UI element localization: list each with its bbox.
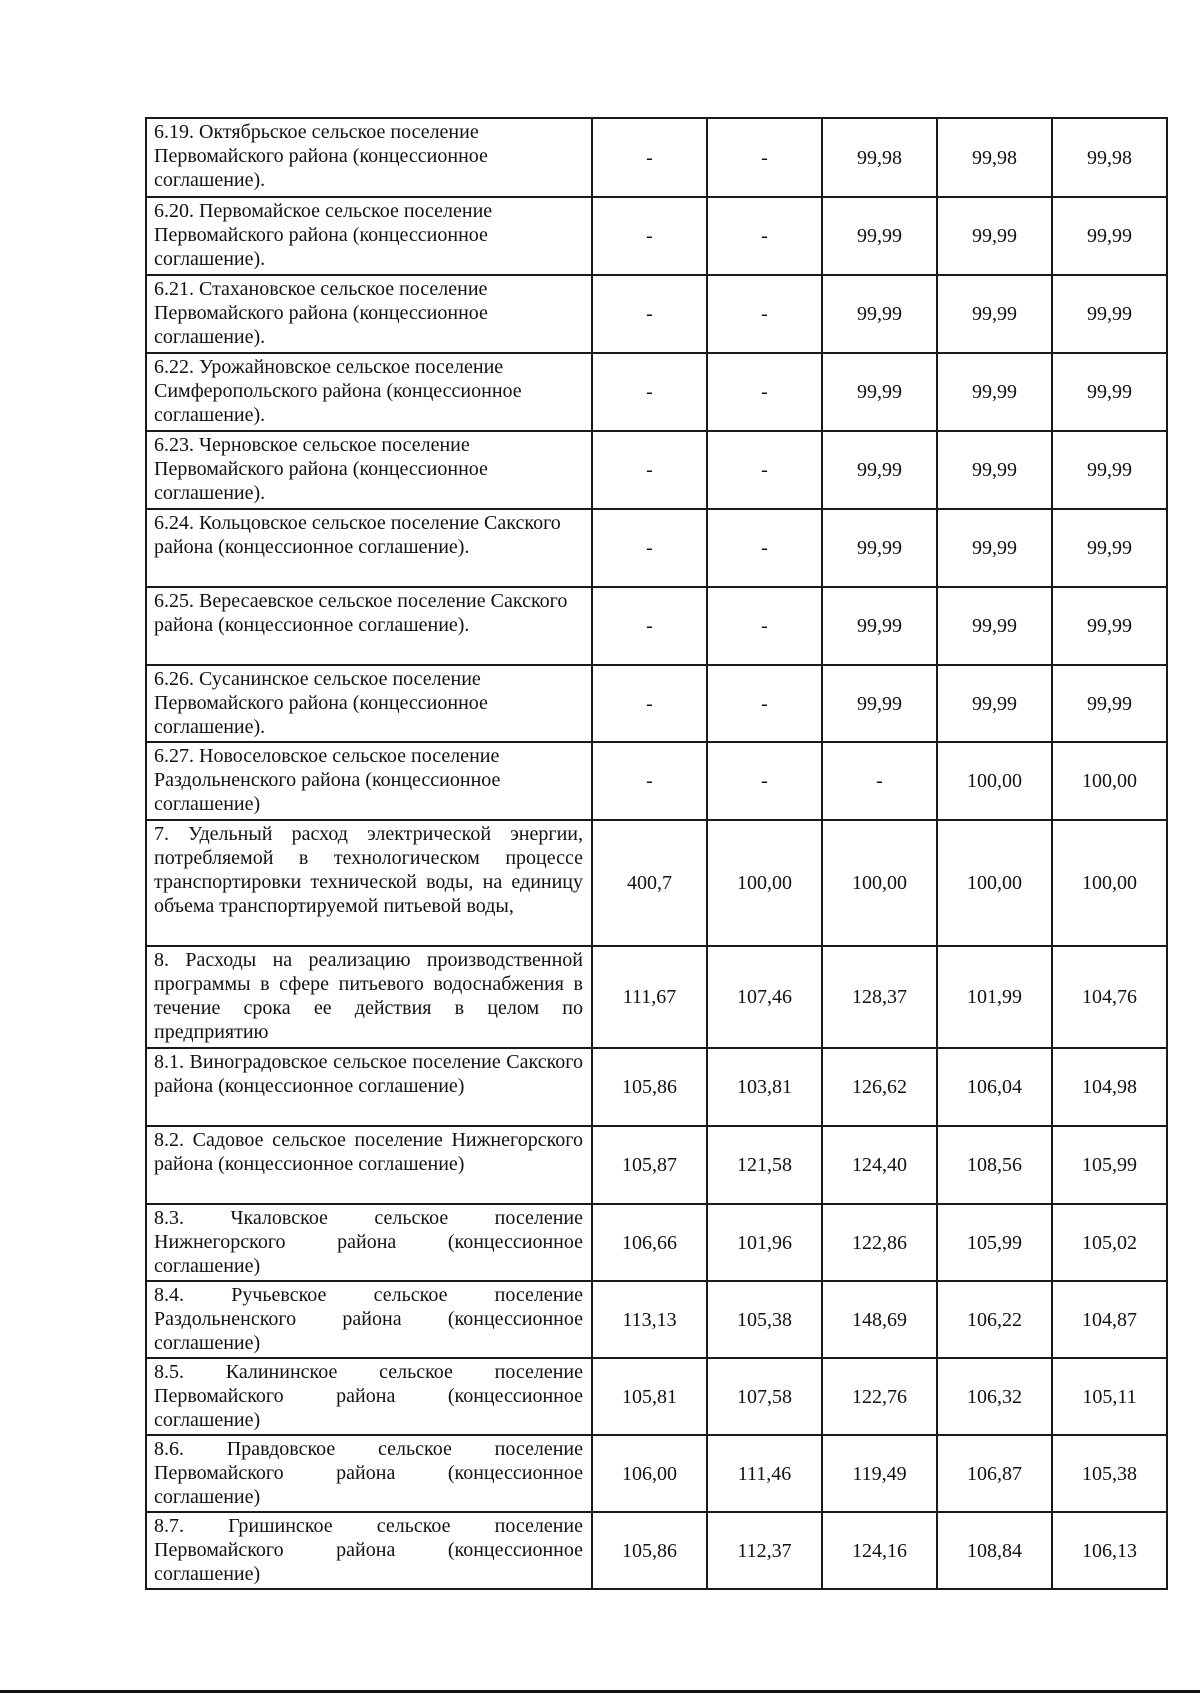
value-cell: 105,02 xyxy=(1052,1204,1167,1281)
value-cell: - xyxy=(707,587,822,665)
value-cell: 105,99 xyxy=(1052,1126,1167,1204)
value-cell: - xyxy=(822,742,937,820)
row-label: 6.25. Вересаевское сельское поселение Сакского района (концессионное соглашение). xyxy=(146,587,592,665)
value-cell: - xyxy=(707,742,822,820)
value-cell: 99,99 xyxy=(822,197,937,275)
table-row xyxy=(146,1512,1167,1589)
value-cell: 99,99 xyxy=(937,197,1052,275)
table-row xyxy=(146,1204,1167,1281)
table-row xyxy=(146,197,1167,275)
table-row xyxy=(146,1358,1167,1435)
table-row xyxy=(146,946,1167,1048)
value-cell: - xyxy=(592,431,707,509)
value-cell: - xyxy=(592,665,707,742)
table-row xyxy=(146,431,1167,509)
row-label: 8.2. Садовое сельское поселение Нижнегорского района (концессионное соглашение) xyxy=(146,1126,592,1204)
indicators-table xyxy=(145,117,1168,1590)
table-row xyxy=(146,1435,1167,1512)
row-label: 8.7. Гришинское сельское поселение Первомайского района (концессионное соглашение) xyxy=(146,1512,592,1589)
value-cell: 106,87 xyxy=(937,1435,1052,1512)
row-label: 6.26. Сусанинское сельское поселение Первомайского района (концессионное соглашение). xyxy=(146,665,592,742)
table-row xyxy=(146,275,1167,353)
row-label: 7. Удельный расход электрической энергии, потребляемой в технологическом процессе транспортировки технической воды, на единицу объема транспортируемой питьевой воды, xyxy=(146,820,592,946)
table-row xyxy=(146,742,1167,820)
value-cell: 128,37 xyxy=(822,946,937,1048)
value-cell: 124,40 xyxy=(822,1126,937,1204)
value-cell: 106,32 xyxy=(937,1358,1052,1435)
value-cell: 124,16 xyxy=(822,1512,937,1589)
table-row xyxy=(146,1048,1167,1126)
value-cell: 99,99 xyxy=(1052,587,1167,665)
value-cell: - xyxy=(592,353,707,431)
value-cell: 105,38 xyxy=(1052,1435,1167,1512)
row-label: 6.21. Стахановское сельское поселение Первомайского района (концессионное соглашение). xyxy=(146,275,592,353)
value-cell: 99,98 xyxy=(937,118,1052,197)
row-label: 8.3. Чкаловское сельское поселение Нижнегорского района (концессионное соглашение) xyxy=(146,1204,592,1281)
value-cell: 99,99 xyxy=(937,275,1052,353)
table-row xyxy=(146,353,1167,431)
value-cell: 108,56 xyxy=(937,1126,1052,1204)
value-cell: 108,84 xyxy=(937,1512,1052,1589)
value-cell: 113,13 xyxy=(592,1281,707,1358)
row-label: 6.23. Черновское сельское поселение Первомайского района (концессионное соглашение). xyxy=(146,431,592,509)
value-cell: 122,86 xyxy=(822,1204,937,1281)
row-label: 6.20. Первомайское сельское поселение Первомайского района (концессионное соглашение). xyxy=(146,197,592,275)
value-cell: 105,38 xyxy=(707,1281,822,1358)
value-cell: 104,98 xyxy=(1052,1048,1167,1126)
value-cell: 99,99 xyxy=(1052,353,1167,431)
value-cell: 105,86 xyxy=(592,1512,707,1589)
value-cell: 112,37 xyxy=(707,1512,822,1589)
table-row xyxy=(146,587,1167,665)
value-cell: 107,58 xyxy=(707,1358,822,1435)
value-cell: 100,00 xyxy=(707,820,822,946)
value-cell: - xyxy=(592,509,707,587)
value-cell: - xyxy=(592,118,707,197)
value-cell: 106,00 xyxy=(592,1435,707,1512)
value-cell: 99,99 xyxy=(822,587,937,665)
value-cell: 105,99 xyxy=(937,1204,1052,1281)
row-label: 8.6. Правдовское сельское поселение Первомайского района (концессионное соглашение) xyxy=(146,1435,592,1512)
value-cell: - xyxy=(592,742,707,820)
value-cell: 101,99 xyxy=(937,946,1052,1048)
value-cell: 104,87 xyxy=(1052,1281,1167,1358)
value-cell: 101,96 xyxy=(707,1204,822,1281)
value-cell: - xyxy=(707,275,822,353)
value-cell: - xyxy=(592,587,707,665)
row-label: 8.5. Калининское сельское поселение Первомайского района (концессионное соглашение) xyxy=(146,1358,592,1435)
value-cell: 99,99 xyxy=(822,431,937,509)
value-cell: 100,00 xyxy=(937,820,1052,946)
value-cell: 126,62 xyxy=(822,1048,937,1126)
value-cell: 99,99 xyxy=(822,665,937,742)
value-cell: 111,46 xyxy=(707,1435,822,1512)
value-cell: 100,00 xyxy=(1052,820,1167,946)
value-cell: 105,81 xyxy=(592,1358,707,1435)
value-cell: 99,99 xyxy=(1052,431,1167,509)
value-cell: 105,86 xyxy=(592,1048,707,1126)
value-cell: 106,22 xyxy=(937,1281,1052,1358)
value-cell: 99,99 xyxy=(822,509,937,587)
table-row xyxy=(146,118,1167,197)
row-label: 8.1. Виноградовское сельское поселение Сакского района (концессионное соглашение) xyxy=(146,1048,592,1126)
value-cell: 100,00 xyxy=(822,820,937,946)
value-cell: 99,98 xyxy=(822,118,937,197)
value-cell: - xyxy=(592,275,707,353)
value-cell: 99,99 xyxy=(1052,197,1167,275)
value-cell: 99,99 xyxy=(822,353,937,431)
value-cell: 99,99 xyxy=(937,665,1052,742)
value-cell: 148,69 xyxy=(822,1281,937,1358)
value-cell: 99,99 xyxy=(822,275,937,353)
table-row xyxy=(146,820,1167,946)
value-cell: 119,49 xyxy=(822,1435,937,1512)
value-cell: 104,76 xyxy=(1052,946,1167,1048)
table-row xyxy=(146,1281,1167,1358)
value-cell: 121,58 xyxy=(707,1126,822,1204)
page-bottom-rule xyxy=(0,1690,1200,1693)
value-cell: 100,00 xyxy=(937,742,1052,820)
table-row xyxy=(146,509,1167,587)
row-label: 8. Расходы на реализацию производственной программы в сфере питьевого водоснабжения в течение срока ее действия в целом по предприятию xyxy=(146,946,592,1048)
value-cell: 99,99 xyxy=(937,587,1052,665)
value-cell: - xyxy=(592,197,707,275)
value-cell: 99,99 xyxy=(1052,665,1167,742)
row-label: 8.4. Ручьевское сельское поселение Раздольненского района (концессионное соглашение) xyxy=(146,1281,592,1358)
value-cell: 99,99 xyxy=(937,509,1052,587)
value-cell: 99,99 xyxy=(1052,275,1167,353)
value-cell: 106,04 xyxy=(937,1048,1052,1126)
value-cell: 99,99 xyxy=(937,431,1052,509)
value-cell: - xyxy=(707,353,822,431)
table-row xyxy=(146,665,1167,742)
value-cell: 105,11 xyxy=(1052,1358,1167,1435)
value-cell: 106,13 xyxy=(1052,1512,1167,1589)
value-cell: - xyxy=(707,431,822,509)
value-cell: 99,99 xyxy=(1052,509,1167,587)
value-cell: - xyxy=(707,509,822,587)
value-cell: 106,66 xyxy=(592,1204,707,1281)
row-label: 6.19. Октябрьское сельское поселение Первомайского района (концессионное соглашение). xyxy=(146,118,592,197)
value-cell: 99,99 xyxy=(937,353,1052,431)
row-label: 6.22. Урожайновское сельское поселение Симферопольского района (концессионное соглашение). xyxy=(146,353,592,431)
value-cell: - xyxy=(707,118,822,197)
value-cell: 103,81 xyxy=(707,1048,822,1126)
row-label: 6.24. Кольцовское сельское поселение Сакского района (концессионное соглашение). xyxy=(146,509,592,587)
value-cell: 111,67 xyxy=(592,946,707,1048)
value-cell: 107,46 xyxy=(707,946,822,1048)
value-cell: 400,7 xyxy=(592,820,707,946)
table-row xyxy=(146,1126,1167,1204)
value-cell: - xyxy=(707,665,822,742)
value-cell: - xyxy=(707,197,822,275)
row-label: 6.27. Новоселовское сельское поселение Раздольненского района (концессионное соглашение) xyxy=(146,742,592,820)
value-cell: 105,87 xyxy=(592,1126,707,1204)
value-cell: 100,00 xyxy=(1052,742,1167,820)
value-cell: 122,76 xyxy=(822,1358,937,1435)
value-cell: 99,98 xyxy=(1052,118,1167,197)
